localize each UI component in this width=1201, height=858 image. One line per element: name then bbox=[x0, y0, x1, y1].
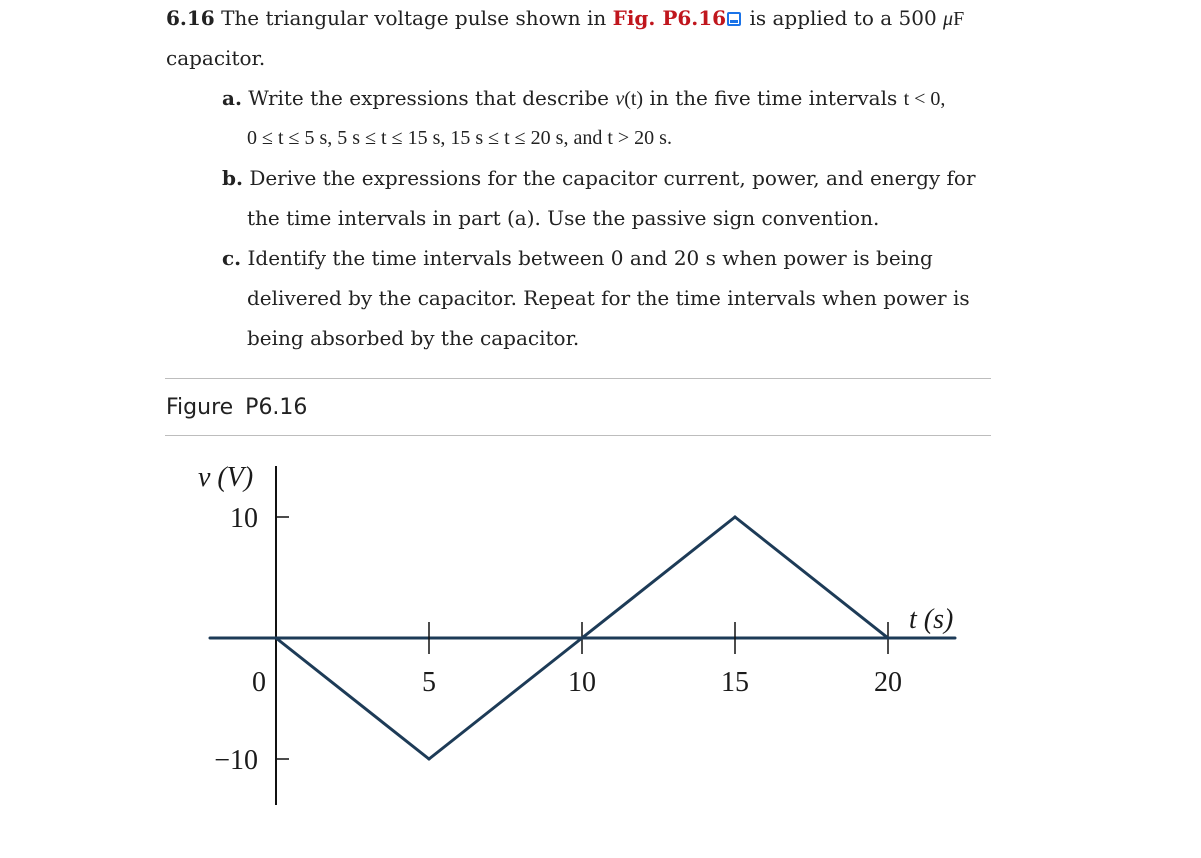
part-b-text: Derive the expressions for the capacitor current, power, and energy for bbox=[249, 166, 976, 190]
part-c-text: Identify the time intervals between 0 and 20 s when power is being bbox=[247, 246, 933, 270]
part-b-label: b. bbox=[222, 166, 243, 190]
var-arg: (t) bbox=[624, 88, 644, 110]
part-b-line-2: the time intervals in part (a). Use the passive sign convention. bbox=[247, 206, 880, 230]
chart-labels bbox=[198, 462, 953, 776]
x-tick-label: 20 bbox=[874, 667, 902, 698]
figure-id: P6.16 bbox=[245, 395, 308, 420]
data-point bbox=[428, 758, 431, 761]
problem-line-1: 6.16 The triangular voltage pulse shown in Fig. P6.16 is applied to a 500 μF bbox=[166, 6, 965, 30]
x-tick-label: 0 bbox=[252, 667, 266, 698]
data-segment bbox=[276, 638, 429, 759]
figure-link[interactable]: Fig. P6.16 bbox=[612, 6, 727, 30]
y-tick-label: 10 bbox=[230, 503, 258, 534]
var-v: v bbox=[615, 88, 625, 110]
y-tick-label: −10 bbox=[214, 745, 258, 776]
problem-line-2: capacitor. bbox=[166, 46, 266, 70]
part-a-cond: t < 0, bbox=[903, 88, 946, 110]
data-segment bbox=[735, 517, 888, 638]
problem-after-link: is applied to a 500 bbox=[749, 6, 937, 30]
part-a-label: a. bbox=[222, 86, 242, 110]
data-segment bbox=[429, 638, 582, 759]
part-a-text-end: in the five time intervals bbox=[649, 86, 898, 110]
part-c-label: c. bbox=[222, 246, 242, 270]
x-tick-label: 15 bbox=[721, 667, 749, 698]
part-a-text: Write the expressions that describe bbox=[248, 86, 609, 110]
data-point bbox=[275, 637, 278, 640]
part-c-line-3: being absorbed by the capacitor. bbox=[247, 326, 580, 350]
part-c-line-2: delivered by the capacitor. Repeat for the time intervals when power is bbox=[247, 286, 970, 310]
y-axis-label: v (V) bbox=[198, 462, 254, 493]
problem-number: 6.16 bbox=[166, 6, 215, 30]
data-point bbox=[734, 516, 737, 519]
data-point bbox=[887, 637, 890, 640]
axes bbox=[210, 466, 955, 805]
part-a-line-2: 0 ≤ t ≤ 5 s, 5 s ≤ t ≤ 15 s, 15 s ≤ t ≤ 20 s, and t > 20 s. bbox=[247, 127, 672, 149]
x-axis-label: t (s) bbox=[909, 604, 954, 635]
data-point bbox=[581, 637, 584, 640]
x-tick-label: 10 bbox=[568, 667, 596, 698]
x-tick-label: 5 bbox=[422, 667, 436, 698]
figure-word: Figure bbox=[166, 395, 234, 420]
data-segment bbox=[582, 517, 735, 638]
problem-intro: The triangular voltage pulse shown in bbox=[221, 6, 607, 30]
